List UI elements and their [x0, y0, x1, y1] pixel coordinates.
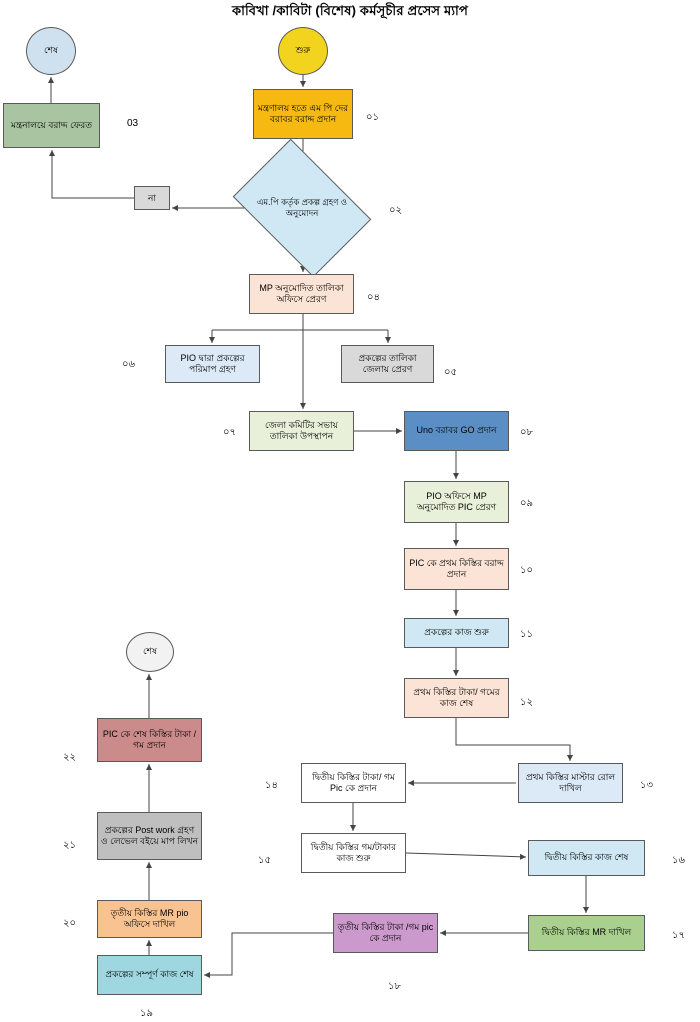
- step-number-n18: ১৮: [388, 981, 401, 992]
- node-label: শেষ: [44, 45, 58, 56]
- node-label: মন্ত্রনালয়ে বরাদ্দ ফেরত: [10, 119, 92, 130]
- node-end_top[interactable]: [26, 27, 76, 75]
- step-number-n09: ০৯: [520, 498, 533, 509]
- node-label: প্রথম কিস্তির টাকা/ গমের কাজ শেষ: [413, 686, 500, 708]
- node-district_meet[interactable]: [249, 411, 354, 451]
- step-number-n10: ১০: [520, 565, 533, 576]
- node-uno_go[interactable]: [404, 411, 509, 451]
- node-label: মন্ত্রণালয় হতে এম পি দের বরাবর বরাদ্দ প্রদান: [257, 102, 349, 124]
- node-label: প্রকল্পের কাজ শুরু: [424, 627, 489, 638]
- node-label: প্রথম কিস্তির মাস্টার রোল দাখিল: [525, 771, 616, 793]
- node-mp_approval[interactable]: [245, 167, 359, 249]
- node-post_work[interactable]: [97, 812, 202, 860]
- node-first_done[interactable]: [404, 678, 509, 718]
- step-number-n04: ০৪: [367, 292, 380, 303]
- node-pic_last[interactable]: [97, 718, 202, 762]
- node-label: PIC কে প্রথম কিস্তির বরাদ্দ প্রদান: [409, 557, 504, 579]
- step-number-n15: ১৫: [258, 855, 271, 866]
- node-master_roll[interactable]: [518, 763, 623, 803]
- step-number-n05: ০৫: [444, 367, 457, 378]
- step-number-n20: ২০: [63, 918, 77, 929]
- step-number-n17: ১৭: [672, 930, 685, 941]
- node-label: তৃতীয় কিস্তির টাকা /গম pic কে প্রদান: [337, 921, 434, 943]
- step-number-n21: ২১: [63, 840, 76, 851]
- node-second_done[interactable]: [528, 840, 645, 876]
- node-work_start[interactable]: [404, 618, 509, 648]
- node-label: দ্বিতীয় কিস্তির টাকা/ গম Pic কে প্রদান: [312, 771, 395, 793]
- node-label: MP অনুমোদিত তালিকা অফিসে প্রেরণ: [259, 282, 344, 304]
- node-label: PIC কে শেষ কিস্তির টাকা /গম প্রদান: [102, 728, 197, 750]
- node-second_money[interactable]: [301, 763, 406, 803]
- page-title: কাবিখা /কাবিটা (বিশেষ) কর্মসূচীর প্রসেস ম্যাপ: [231, 3, 469, 18]
- node-label: প্রকল্পের তালিকা জেলায় প্রেরণ: [358, 352, 417, 374]
- node-project_done[interactable]: [97, 955, 202, 995]
- node-label: এম.পি কর্তৃক প্রকল্প গ্রহণ ও অনুমোদন: [256, 197, 348, 218]
- step-number-n08: ০৮: [520, 427, 533, 438]
- node-third_mr[interactable]: [97, 900, 202, 938]
- step-number-n06: ০৬: [122, 359, 136, 370]
- node-list_district[interactable]: [341, 345, 434, 383]
- node-label: প্রকল্পের Post work গ্রহণ ও লেভেল বইয়ে মাপ লিখন: [101, 824, 198, 846]
- node-label: PIO দ্বারা প্রকল্পের পরিমাপ গ্রহণ: [180, 352, 245, 374]
- node-label: দ্বিতীয় কিস্তির কাজ শেষ: [544, 852, 629, 863]
- step-number-n16: ১৬: [672, 855, 685, 866]
- node-label: প্রকল্পের সম্পূর্ণ কাজ শেষ: [105, 969, 194, 980]
- step-number-n03: 03: [127, 118, 139, 129]
- step-number-n12: ১২: [520, 697, 533, 708]
- edge-label-no_label: না: [134, 186, 170, 210]
- node-label: জেলা কমিটির সভায় তালিকা উপস্থাপন: [265, 419, 338, 441]
- node-label: Uno বরাবর GO প্রদান: [416, 425, 497, 436]
- step-number-n11: ১১: [520, 629, 533, 640]
- step-number-n13: ১৩: [640, 780, 653, 791]
- node-pio_pic[interactable]: [404, 481, 509, 523]
- node-label: PIO অফিসে MP অনুমোদিত PIC প্রেরণ: [416, 490, 497, 512]
- node-second_mr[interactable]: [528, 915, 645, 951]
- node-label: তৃতীয় কিস্তির MR pio অফিসে দাখিল: [110, 907, 189, 929]
- node-label: শুরু: [295, 45, 311, 56]
- step-number-n14: ১৪: [265, 780, 278, 791]
- step-number-n19: ১৯: [140, 1008, 153, 1019]
- node-end_mid[interactable]: [126, 632, 174, 672]
- node-label: শেষ: [143, 646, 157, 657]
- node-second_start[interactable]: [301, 833, 406, 873]
- node-third_money[interactable]: [333, 913, 438, 953]
- node-pio_measure[interactable]: [165, 345, 260, 383]
- node-label: দ্বিতীয় কিস্তির গম/টাকার কাজ শুরু: [310, 841, 397, 863]
- node-ministry_alloc[interactable]: [253, 89, 353, 139]
- node-first_alloc[interactable]: [404, 548, 509, 590]
- step-number-n22: ২২: [63, 752, 77, 763]
- step-number-n01: ০১: [366, 112, 379, 123]
- step-number-n02: ০২: [389, 205, 403, 216]
- node-start[interactable]: [278, 27, 328, 75]
- node-label: দ্বিতীয় কিস্তির MR দাখিল: [541, 927, 632, 938]
- node-mp_list_office[interactable]: [249, 274, 354, 314]
- node-return_alloc[interactable]: [3, 103, 100, 148]
- step-number-n07: ০৭: [223, 427, 237, 438]
